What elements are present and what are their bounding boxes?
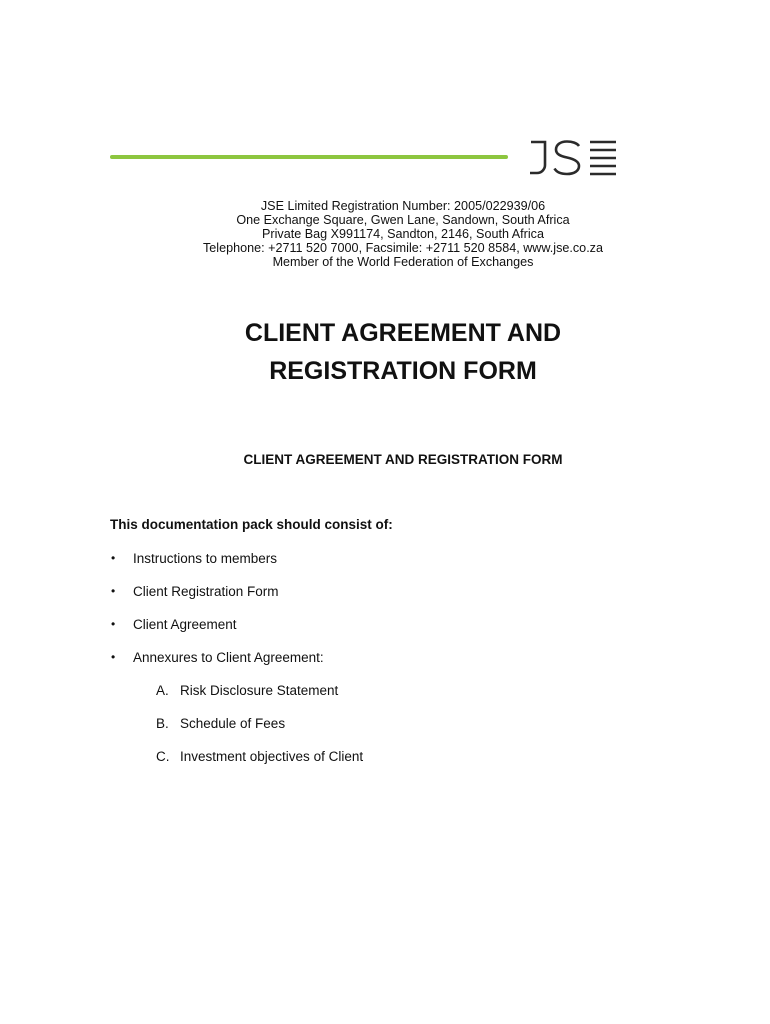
address-line: One Exchange Square, Gwen Lane, Sandown, South Africa — [236, 213, 570, 227]
bullet-icon: • — [111, 617, 116, 631]
list-item-text: Client Registration Form — [133, 584, 279, 599]
document-title-line-2: REGISTRATION FORM — [269, 357, 537, 385]
annexure-text: Investment objectives of Client — [180, 749, 364, 764]
list-item-text: Annexures to Client Agreement: — [133, 650, 324, 665]
annexure-letter: C. — [156, 749, 170, 764]
bullet-icon: • — [111, 650, 116, 664]
annexure-text: Risk Disclosure Statement — [180, 683, 339, 698]
section-title: CLIENT AGREEMENT AND REGISTRATION FORM — [243, 452, 563, 467]
postal-address-line: Private Bag X991174, Sandton, 2146, South Africa — [262, 227, 544, 241]
document-title-line-1: CLIENT AGREEMENT AND — [244, 319, 562, 347]
document-title — [0, 314, 770, 390]
pack-contents-heading: This documentation pack should consist of: — [110, 517, 393, 532]
company-details — [0, 199, 770, 269]
list-item-text: Client Agreement — [133, 617, 237, 632]
annexure-letter: A. — [156, 683, 169, 698]
header-accent-bar — [110, 155, 508, 159]
bullet-icon: • — [111, 584, 116, 598]
bullet-icon: • — [111, 551, 116, 565]
list-item-text: Instructions to members — [133, 551, 278, 566]
annexure-text: Schedule of Fees — [180, 716, 286, 731]
contact-line: Telephone: +2711 520 7000, Facsimile: +2711 520 8584, www.jse.co.za — [202, 241, 603, 255]
membership-line: Member of the World Federation of Exchanges — [272, 255, 534, 269]
jse-logo — [527, 138, 619, 178]
registration-number-line: JSE Limited Registration Number: 2005/022939/06 — [260, 199, 546, 213]
annexure-letter: B. — [156, 716, 169, 731]
